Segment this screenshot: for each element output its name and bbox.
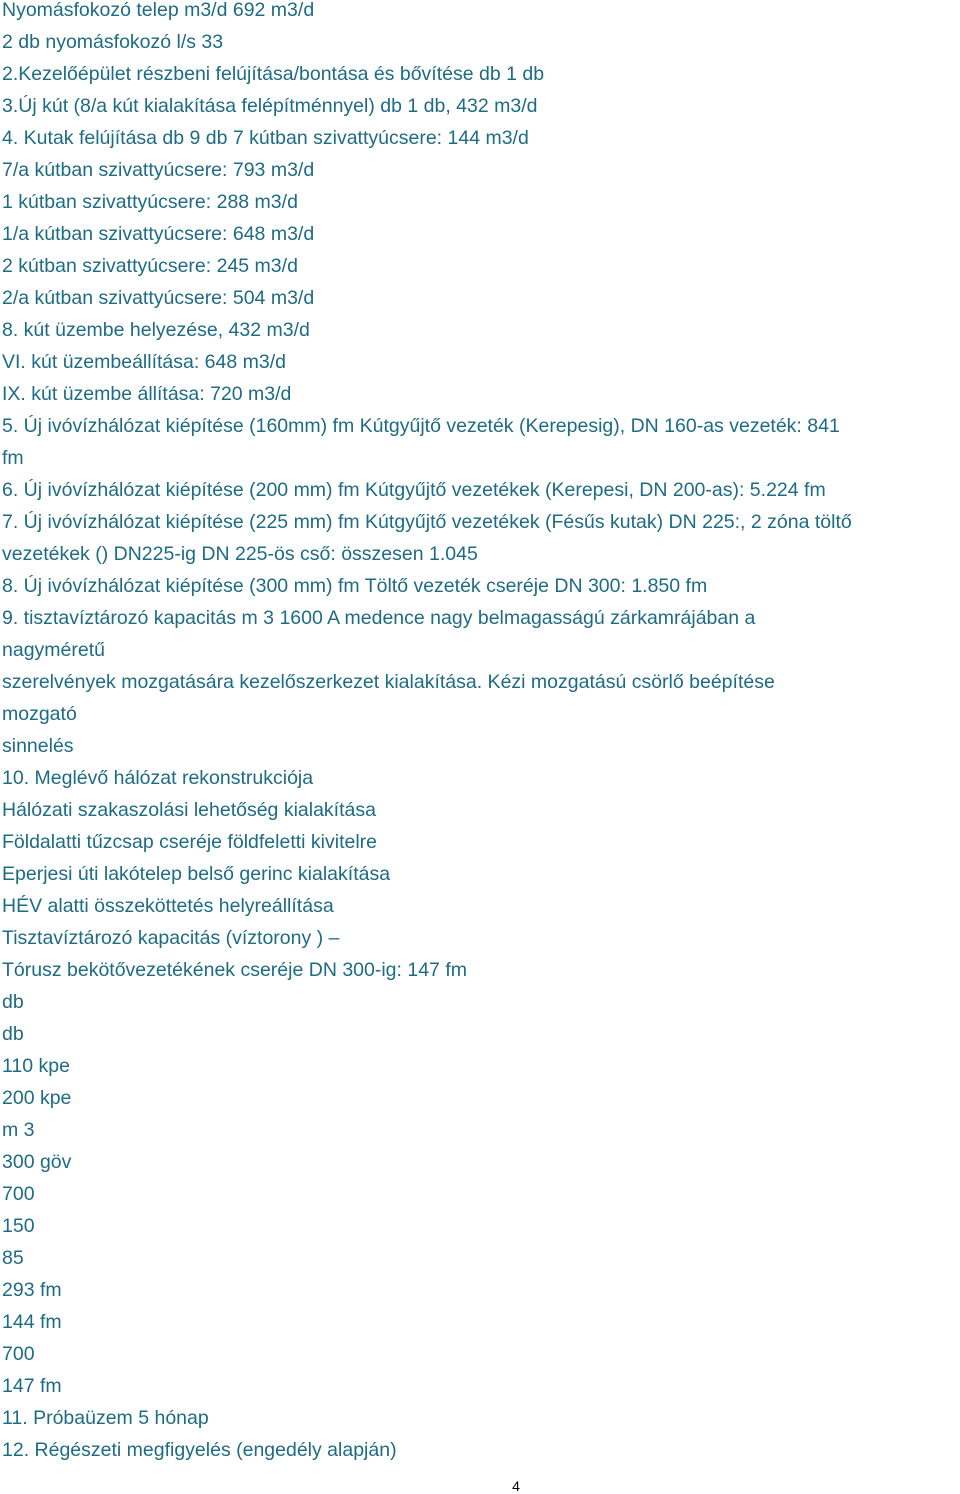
text-line: 85 <box>2 1247 24 1269</box>
text-line: 144 fm <box>2 1311 62 1333</box>
text-line: 200 kpe <box>2 1087 72 1109</box>
text-line: db <box>2 991 24 1013</box>
text-line: sinnelés <box>2 735 74 757</box>
text-line: 150 <box>2 1215 35 1237</box>
text-line: IX. kút üzembe állítása: 720 m3/d <box>2 383 292 405</box>
text-line: 2.Kezelőépület részbeni felújítása/bontása és bővítése db 1 db <box>2 63 545 85</box>
text-line: 2 db nyomásfokozó l/s 33 <box>2 31 224 53</box>
text-line: 6. Új ivóvízhálózat kiépítése (200 mm) fm Kútgyűjtő vezetékek (Kerepesi, DN 200-as): 5.224 fm <box>2 479 826 501</box>
text-line: 147 fm <box>2 1375 62 1397</box>
text-line: HÉV alatti összeköttetés helyreállítása <box>2 895 334 917</box>
text-line: 12. Régészeti megfigyelés (engedély alapján) <box>2 1439 397 1461</box>
text-line: 7/a kútban szivattyúcsere: 793 m3/d <box>2 159 315 181</box>
text-line: 9. tisztavíztározó kapacitás m 3 1600 A medence nagy belmagasságú zárkamrájában a <box>2 607 756 629</box>
text-line: db <box>2 1023 24 1045</box>
text-line: 1/a kútban szivattyúcsere: 648 m3/d <box>2 223 315 245</box>
text-line: 300 göv <box>2 1151 72 1173</box>
text-line: fm <box>2 447 24 469</box>
text-line: 4. Kutak felújítása db 9 db 7 kútban szivattyúcsere: 144 m3/d <box>2 127 529 149</box>
text-line: 11. Próbaüzem 5 hónap <box>2 1407 209 1429</box>
text-line: Tisztavíztározó kapacitás (víztorony ) – <box>2 927 340 949</box>
text-line: mozgató <box>2 703 77 725</box>
text-line: szerelvények mozgatására kezelőszerkezet kialakítása. Kézi mozgatású csörlő beépítése <box>2 671 775 693</box>
text-line: Tórusz bekötővezetékének cseréje DN 300-ig: 147 fm <box>2 959 467 981</box>
text-line: 10. Meglévő hálózat rekonstrukciója <box>2 767 314 789</box>
text-line: 5. Új ivóvízhálózat kiépítése (160mm) fm Kútgyűjtő vezeték (Kerepesig), DN 160-as vezeték: 841 <box>2 415 840 437</box>
document-body <box>2 0 958 1466</box>
text-line: 3.Új kút (8/a kút kialakítása felépítménnyel) db 1 db, 432 m3/d <box>2 95 538 117</box>
text-line: Nyomásfokozó telep m3/d 692 m3/d <box>2 0 315 21</box>
text-line: Földalatti tűzcsap cseréje földfeletti kivitelre <box>2 831 378 853</box>
text-line: 700 <box>2 1343 35 1365</box>
text-line: 700 <box>2 1183 35 1205</box>
text-line: 8. kút üzembe helyezése, 432 m3/d <box>2 319 310 341</box>
text-line: 110 kpe <box>2 1055 70 1077</box>
page-number: 4 <box>512 1478 520 1494</box>
text-line: VI. kút üzembeállítása: 648 m3/d <box>2 351 286 373</box>
text-line: 1 kútban szivattyúcsere: 288 m3/d <box>2 191 298 213</box>
text-line: Hálózati szakaszolási lehetőség kialakítása <box>2 799 376 821</box>
text-line: Eperjesi úti lakótelep belső gerinc kialakítása <box>2 863 391 885</box>
text-line: 293 fm <box>2 1279 62 1301</box>
text-line: m 3 <box>2 1119 35 1141</box>
text-line: nagyméretű <box>2 639 105 661</box>
text-line: vezetékek () DN225-ig DN 225-ös cső: összesen 1.045 <box>2 543 478 565</box>
text-line: 7. Új ivóvízhálózat kiépítése (225 mm) fm Kútgyűjtő vezetékek (Fésűs kutak) DN 225:, 2 zóna töltő <box>2 511 852 533</box>
text-line: 2/a kútban szivattyúcsere: 504 m3/d <box>2 287 315 309</box>
text-line: 8. Új ivóvízhálózat kiépítése (300 mm) fm Töltő vezeték cseréje DN 300: 1.850 fm <box>2 575 708 597</box>
text-line: 2 kútban szivattyúcsere: 245 m3/d <box>2 255 298 277</box>
